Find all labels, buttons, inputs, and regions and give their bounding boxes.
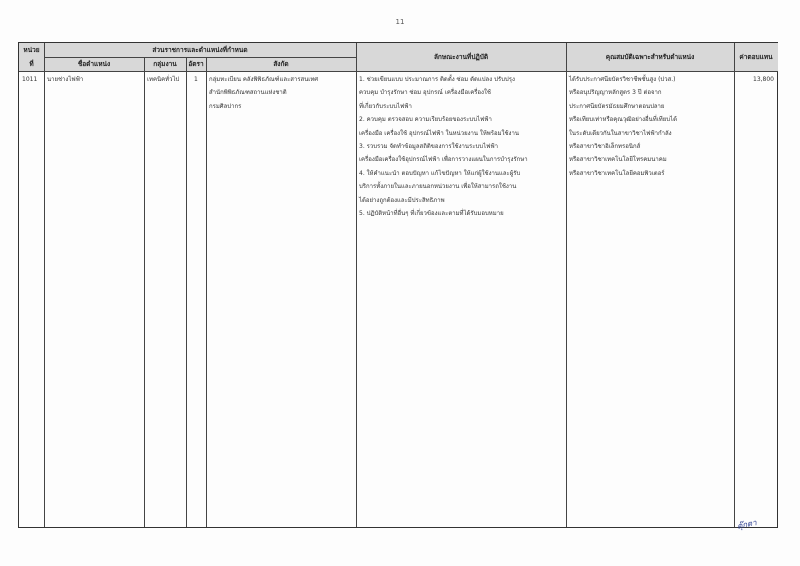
row-duties: [359, 73, 564, 220]
duty-line: 4. ให้คำแนะนำ ตอบปัญหา แก้ไขปัญหา ให้แก่ผู้ใช้งานและผู้รับ: [359, 169, 521, 177]
qualification-line: ในระดับเดียวกันในสาขาวิชาไฟฟ้ากำลัง: [569, 129, 672, 137]
duty-line: บริการทั้งภายในและภายนอกหน่วยงาน เพื่อให้สามารถใช้งาน: [359, 183, 517, 191]
col-line: [144, 57, 145, 527]
duty-line: ได้อย่างถูกต้องและมีประสิทธิภาพ: [359, 196, 445, 204]
col-line: [44, 43, 45, 527]
qualification-line: หรือสาขาวิชาอิเล็กทรอนิกส์: [569, 143, 641, 151]
qualification-line: ได้รับประกาศนียบัตรวิชาชีพชั้นสูง (ปวส.): [569, 76, 676, 83]
duty-line: 3. รวบรวม จัดทำข้อมูลสถิติของการใช้งานระบบไฟฟ้า: [359, 143, 498, 151]
col-line: [734, 43, 735, 527]
row-compensation: 13,800: [753, 76, 774, 83]
qualification-line: หรืออนุปริญญาหลักสูตร 3 ปี ต่อจาก: [569, 89, 662, 97]
qualification-line: หรือสาขาวิชาเทคโนโลยีโทรคมนาคม: [569, 156, 667, 164]
qualification-line: หรือสาขาวิชาเทคโนโลยีคอมพิวเตอร์: [569, 169, 665, 177]
duty-line: ที่เกี่ยวกับระบบไฟฟ้า: [359, 102, 412, 110]
row-rate: 1: [194, 76, 198, 83]
duty-line: 2. ควบคุม ตรวจสอบ ความเรียบร้อยของระบบไฟฟ้า: [359, 116, 492, 124]
page-number: 11: [395, 18, 405, 26]
col-line: [566, 43, 567, 527]
header-bottom-line: [19, 71, 778, 72]
duty-line: 1. ช่วยเขียนแบบ ประมาณการ ติดตั้ง ซ่อม ดัดแปลง ปรับปรุง: [359, 76, 515, 83]
header-compensation: ค่าตอบแทน: [734, 43, 778, 71]
signature: ตุ๊กตา: [736, 518, 758, 531]
col-line: [186, 57, 187, 527]
header-unit: หน่วย: [19, 43, 44, 57]
header-work-group: กลุ่มงาน: [144, 57, 186, 71]
duty-line: เครื่องมือ เครื่องใช้ อุปกรณ์ไฟฟ้า ในหน่วยงาน ให้พร้อมใช้งาน: [359, 129, 519, 137]
header-position-name: ชื่อตำแหน่ง: [44, 57, 144, 71]
qualification-line: ประกาศนียบัตรมัธยมศึกษาตอนปลาย: [569, 102, 665, 110]
header-qualifications: คุณสมบัติเฉพาะสำหรับตำแหน่ง: [566, 43, 734, 71]
row-affiliation: [209, 73, 354, 113]
row-position-name: นายช่างไฟฟ้า: [47, 76, 84, 83]
header-affiliation: สังกัด: [206, 57, 356, 71]
header-no: ที่: [19, 57, 44, 71]
header-rate: อัตรา: [186, 57, 206, 71]
qualification-line: หรือเทียบเท่าหรือคุณวุฒิอย่างอื่นที่เทียบได้: [569, 116, 677, 124]
col-line: [356, 43, 357, 527]
header-group-title: ส่วนราชการและตำแหน่งที่กำหนด: [44, 43, 356, 57]
col-line: [206, 57, 207, 527]
row-no: 1011: [22, 76, 38, 83]
positions-table: [18, 42, 778, 528]
duty-line: ควบคุม บำรุงรักษา ซ่อม อุปกรณ์ เครื่องมือเครื่องใช้: [359, 89, 491, 97]
duty-line: เครื่องมือเครื่องใช้อุปกรณ์ไฟฟ้า เพื่อการวางแผนในการบำรุงรักษา: [359, 156, 528, 164]
duty-line: 5. ปฏิบัติหน้าที่อื่นๆ ที่เกี่ยวข้องและตามที่ได้รับมอบหมาย: [359, 210, 504, 218]
header-duties: ลักษณะงานที่ปฏิบัติ: [356, 43, 566, 71]
affiliation-line: กลุ่มทะเบียน คลังพิพิธภัณฑ์และสารสนเทศ: [209, 76, 319, 83]
header-divider: [44, 57, 356, 58]
row-work-group: เทคนิคทั่วไป: [147, 76, 180, 83]
affiliation-line: สำนักพิพิธภัณฑสถานแห่งชาติ: [209, 89, 287, 97]
row-qualifications: [569, 73, 732, 180]
affiliation-line: กรมศิลปากร: [209, 102, 242, 110]
